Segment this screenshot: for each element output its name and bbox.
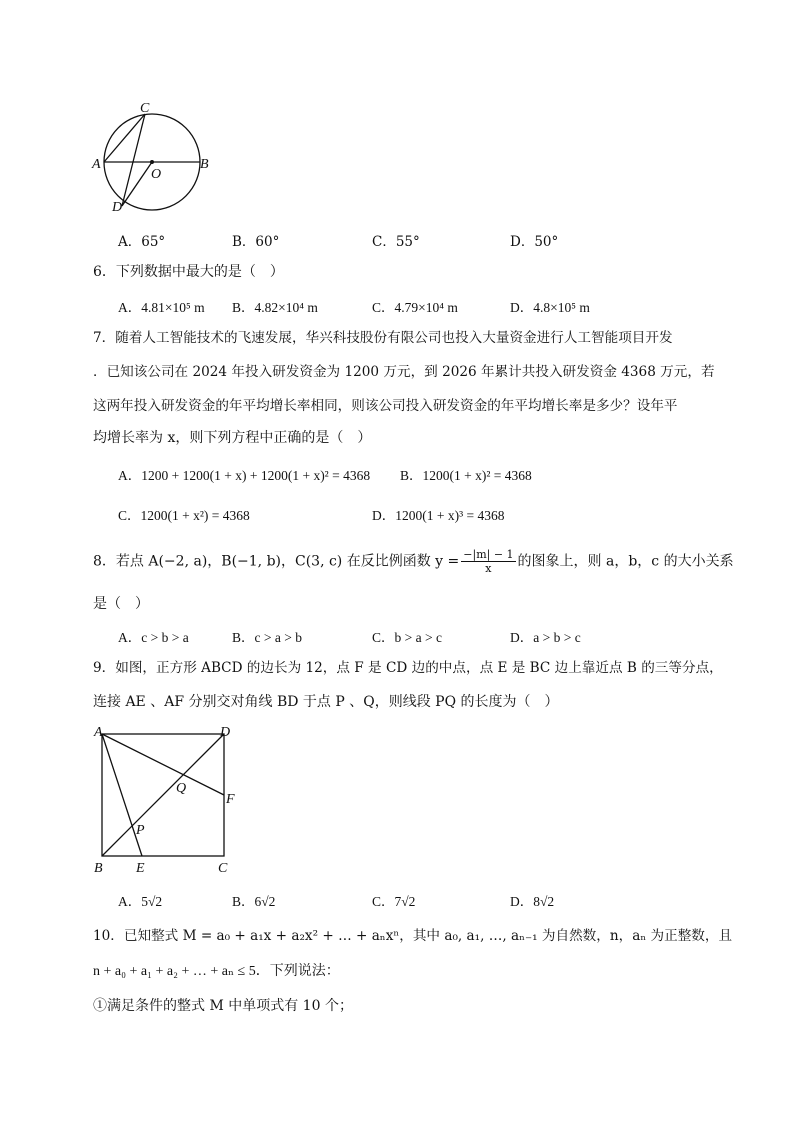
diagonal-bd bbox=[102, 734, 224, 856]
label-e: E bbox=[136, 861, 145, 876]
q8-fraction bbox=[461, 548, 515, 575]
q8-line1-prefix: 8．若点 A(−2, a)，B(−1, b)，C(3, c) 在反比例函数 y = bbox=[93, 553, 460, 570]
q8-option-b: B．c > a > b bbox=[232, 630, 302, 645]
circle-figure bbox=[90, 100, 220, 215]
q7-option-c: C．1200(1 + x²) = 4368 bbox=[118, 508, 250, 523]
q5-option-b: B．60° bbox=[232, 234, 280, 250]
q8-line1 bbox=[93, 548, 734, 575]
label-d: D bbox=[112, 200, 123, 215]
label-b: B bbox=[200, 157, 209, 172]
label-f: F bbox=[226, 792, 235, 807]
q9-option-c: C．7√2 bbox=[372, 894, 416, 909]
q8-line1-suffix: 的图象上，则 a，b，c 的大小关系 bbox=[517, 553, 734, 570]
q7-line4: 均增长率为 x，则下列方程中正确的是（ ） bbox=[93, 430, 372, 446]
label-b: B bbox=[94, 861, 103, 876]
q6-option-a: A．4.81×10⁵ m bbox=[118, 300, 205, 315]
label-a: A bbox=[92, 157, 101, 172]
q7-line2: ．已知该公司在 2024 年投入研发资金为 1200 万元，到 2026 年累计共投入研发资金 4368 万元，若 bbox=[93, 364, 715, 380]
q8-fraction-numerator: −|m| − 1 bbox=[463, 548, 514, 561]
label-c: C bbox=[218, 861, 228, 876]
q5-option-d: D．50° bbox=[510, 234, 559, 250]
q5-option-c: C．55° bbox=[372, 234, 420, 250]
q8-line2: 是（ ） bbox=[93, 596, 149, 612]
q9-option-a: A．5√2 bbox=[118, 894, 163, 909]
q7-option-a: A．1200 + 1200(1 + x) + 1200(1 + x)² = 4368 bbox=[118, 468, 371, 483]
q7-line1: 7．随着人工智能技术的飞速发展，华兴科技股份有限公司也投入大量资金进行人工智能项目开发 bbox=[93, 330, 673, 346]
q7-line3: 这两年投入研发资金的年平均增长率相同，则该公司投入研发资金的年平均增长率是多少？设年平 bbox=[93, 398, 678, 414]
q10-line1: 10．已知整式 M = a₀ + a₁x + a₂x² + … + aₙxⁿ，其中 a₀, a₁, …, aₙ₋₁ 为自然数，n，aₙ 为正整数，且 bbox=[93, 928, 733, 944]
q9-line1: 9．如图，正方形 ABCD 的边长为 12，点 F 是 CD 边的中点，点 E 是 BC 边上靠近点 B 的三等分点， bbox=[93, 660, 723, 676]
label-o: O bbox=[151, 167, 162, 182]
q6-stem: 6．下列数据中最大的是（ ） bbox=[93, 264, 284, 280]
q10-line2: n + a₀ + a₁ + a₂ + … + aₙ ≤ 5．下列说法： bbox=[93, 964, 340, 979]
segment-af bbox=[102, 734, 224, 795]
q8-option-c: C．b > a > c bbox=[372, 630, 442, 645]
label-q: Q bbox=[176, 781, 187, 796]
q10-line3: ①满足条件的整式 M 中单项式有 10 个； bbox=[93, 998, 353, 1014]
square-figure bbox=[90, 722, 250, 877]
q8-option-d: D．a > b > c bbox=[510, 630, 581, 645]
label-p: P bbox=[136, 823, 145, 838]
q5-option-a: A．65° bbox=[118, 234, 166, 250]
q9-line2: 连接 AE 、AF 分别交对角线 BD 于点 P 、Q，则线段 PQ 的长度为（ ） bbox=[93, 694, 559, 710]
q8-fraction-denominator: x bbox=[485, 562, 492, 575]
segment-do bbox=[122, 162, 152, 206]
center-point-o bbox=[150, 160, 154, 164]
q8-option-a: A．c > b > a bbox=[118, 630, 189, 645]
q6-option-b: B．4.82×10⁴ m bbox=[232, 300, 318, 315]
q9-option-b: B．6√2 bbox=[232, 894, 276, 909]
q6-option-c: C．4.79×10⁴ m bbox=[372, 300, 458, 315]
q7-option-b: B．1200(1 + x)² = 4368 bbox=[400, 468, 532, 483]
label-c: C bbox=[140, 101, 150, 116]
q7-option-d: D．1200(1 + x)³ = 4368 bbox=[372, 508, 505, 523]
label-a: A bbox=[94, 725, 103, 740]
label-d: D bbox=[220, 725, 231, 740]
q6-option-d: D．4.8×10⁵ m bbox=[510, 300, 590, 315]
q9-option-d: D．8√2 bbox=[510, 894, 555, 909]
